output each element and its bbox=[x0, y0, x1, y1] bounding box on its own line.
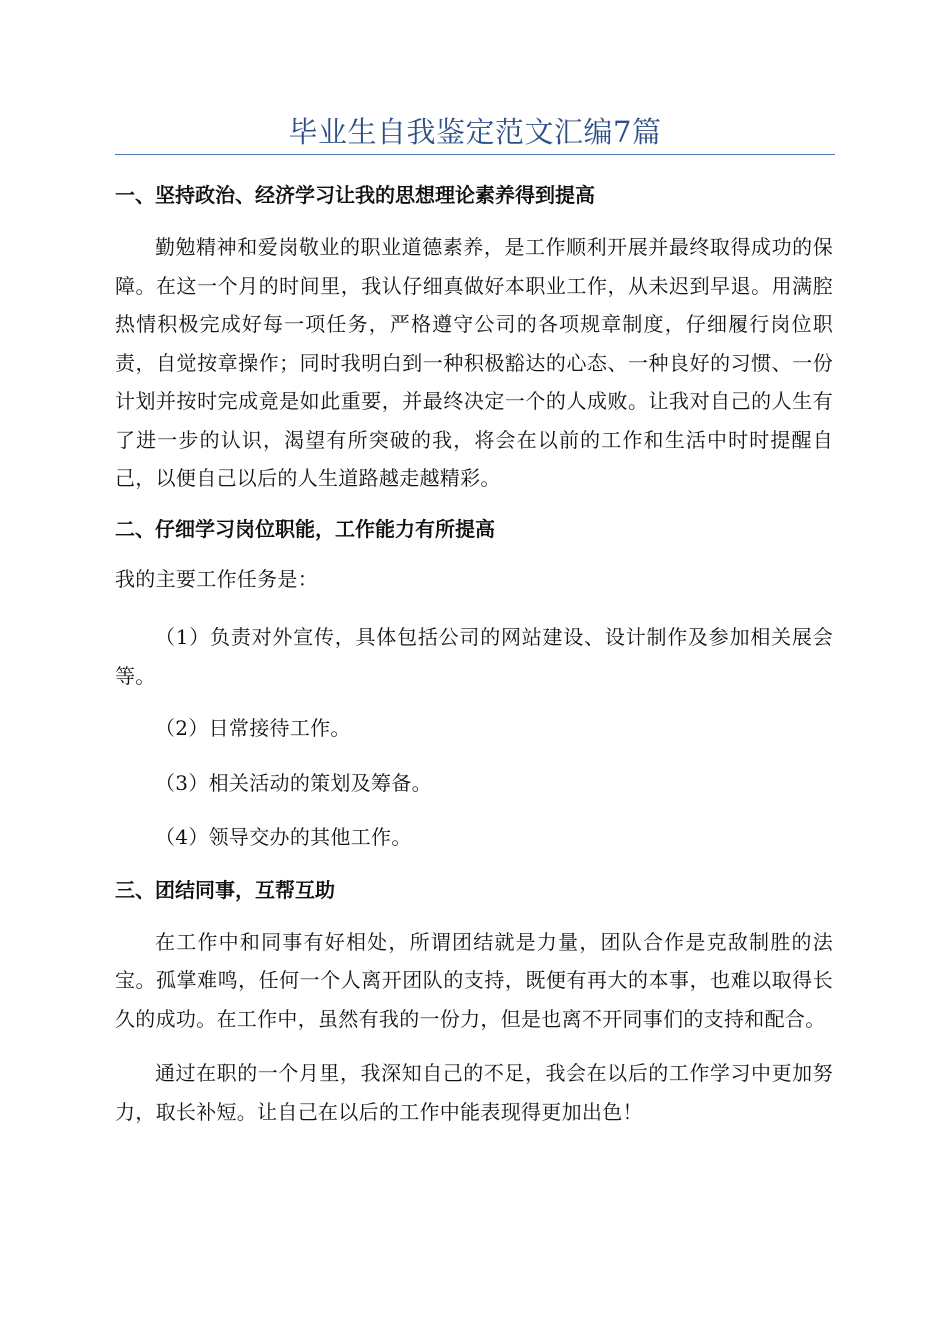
section-1-paragraph: 勤勉精神和爱岗敬业的职业道德素养，是工作顺利开展并最终取得成功的保障。在这一个月的时间里，我认仔细真做好本职业工作，从未迟到早退。用满腔热情积极完成好每一项任务，严格遵守公司的各项规章制度，仔细履行岗位职责，自觉按章操作；同时我明白到一种积极豁达的心态、一种良好的习惯、一份计划并按时完成竟是如此重要，并最终决定一个的人成败。让我对自己的人生有了进一步的认识，渴望有所突破的我，将会在以前的工作和生活中时时提醒自己，以便自己以后的人生道路越走越精彩。 bbox=[115, 235, 833, 490]
task-item-3: （3）相关活动的策划及筹备。 bbox=[155, 770, 432, 795]
section-3-paragraph-1: 在工作中和同事有好相处，所谓团结就是力量，团队合作是克敌制胜的法宝。孤掌难鸣，任何一个人离开团队的支持，既便有再大的本事，也难以取得长久的成功。在工作中，虽然有我的一份力，但是也离不开同事们的支持和配合。 bbox=[115, 929, 833, 1031]
document-title: 毕业生自我鉴定范文汇编7篇 bbox=[288, 115, 662, 149]
section-heading-3: 三、团结同事，互帮互助 bbox=[115, 877, 335, 902]
section-3-paragraph-2: 通过在职的一个月里，我深知自己的不足，我会在以后的工作学习中更加努力，取长补短。让自己在以后的工作中能表现得更加出色！ bbox=[115, 1061, 833, 1124]
section-heading-2: 二、仔细学习岗位职能，工作能力有所提高 bbox=[115, 516, 495, 541]
task-item-2: （2）日常接待工作。 bbox=[155, 716, 351, 740]
task-item-4: （4）领导交办的其他工作。 bbox=[155, 825, 412, 849]
section-heading-1: 一、坚持政治、经济学习让我的思想理论素养得到提高 bbox=[115, 183, 595, 207]
document-body bbox=[115, 176, 833, 1131]
title-underline bbox=[115, 154, 835, 155]
section-2-intro: 我的主要工作任务是： bbox=[115, 566, 318, 591]
task-item-1: （1）负责对外宣传，具体包括公司的网站建设、设计制作及参加相关展会等。 bbox=[115, 625, 833, 688]
